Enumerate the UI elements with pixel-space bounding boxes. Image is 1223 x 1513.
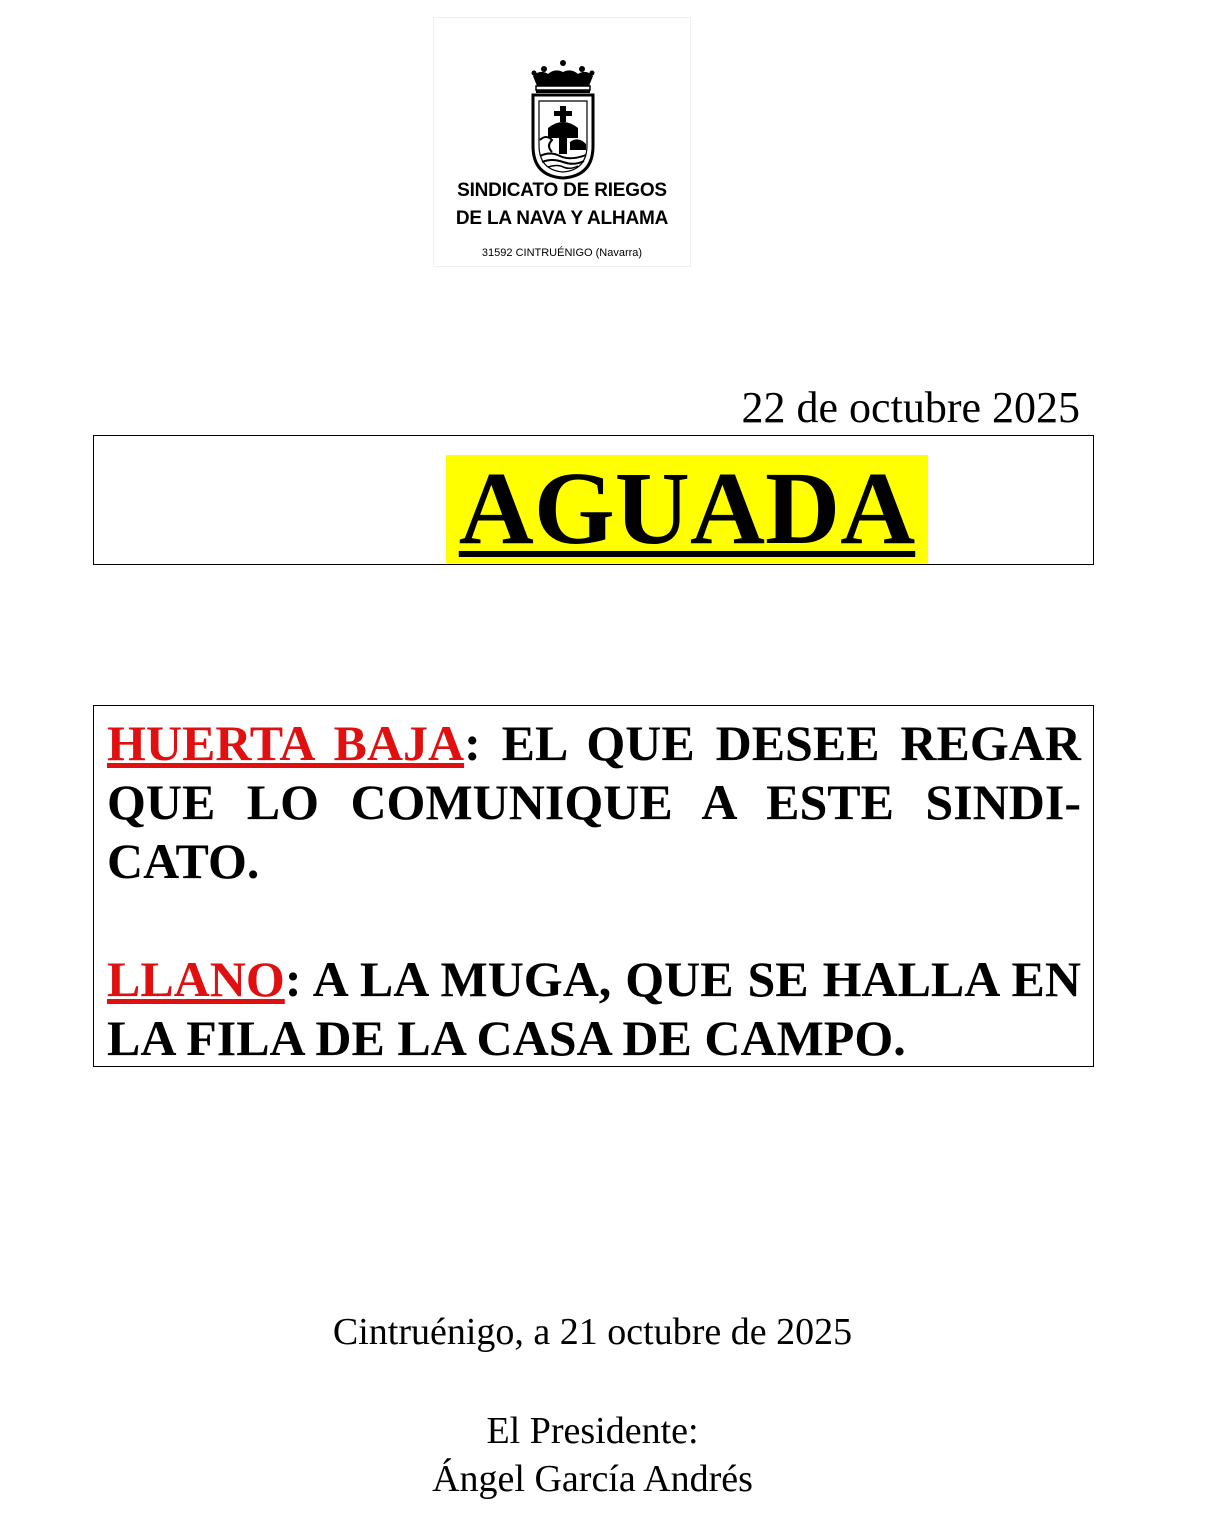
zone-label: LLANO <box>107 951 285 1007</box>
organization-name-line1: SINDICATO DE RIEGOS <box>457 180 667 201</box>
organization-name-line2: DE LA NAVA Y ALHAMA <box>455 208 669 229</box>
zone-label: HUERTA BAJA <box>107 715 465 771</box>
place-and-date <box>0 1309 1223 1355</box>
organization-name <box>434 177 690 233</box>
section-text: : A LA MUGA, QUE SE HALLA EN LA FILA DE LA CASA DE CAMPO. <box>107 951 1081 1066</box>
notice-date: 22 de octubre 2025 <box>741 383 1080 432</box>
title-box <box>93 435 1094 565</box>
notice-box <box>93 705 1094 1067</box>
signatory-title-text: El Presidente: <box>486 1410 699 1452</box>
signatory-title <box>0 1408 1223 1454</box>
section-text: : EL QUE DESEE REGAR QUE LO COMUNIQUE A ESTE SINDI-CATO. <box>107 715 1081 889</box>
signatory-name <box>0 1456 1223 1502</box>
organization-address: 31592 CINTRUÉNIGO (Navarra) <box>481 247 643 259</box>
organization-logo <box>433 17 691 267</box>
notice-title: AGUADA <box>446 455 928 563</box>
section-huerta-baja <box>107 714 1081 891</box>
coat-of-arms-icon <box>530 58 596 180</box>
signatory-name-text: Ángel García Andrés <box>432 1458 753 1500</box>
place-date-text: Cintruénigo, a 21 octubre de 2025 <box>332 1311 853 1353</box>
section-llano <box>107 950 1081 1068</box>
